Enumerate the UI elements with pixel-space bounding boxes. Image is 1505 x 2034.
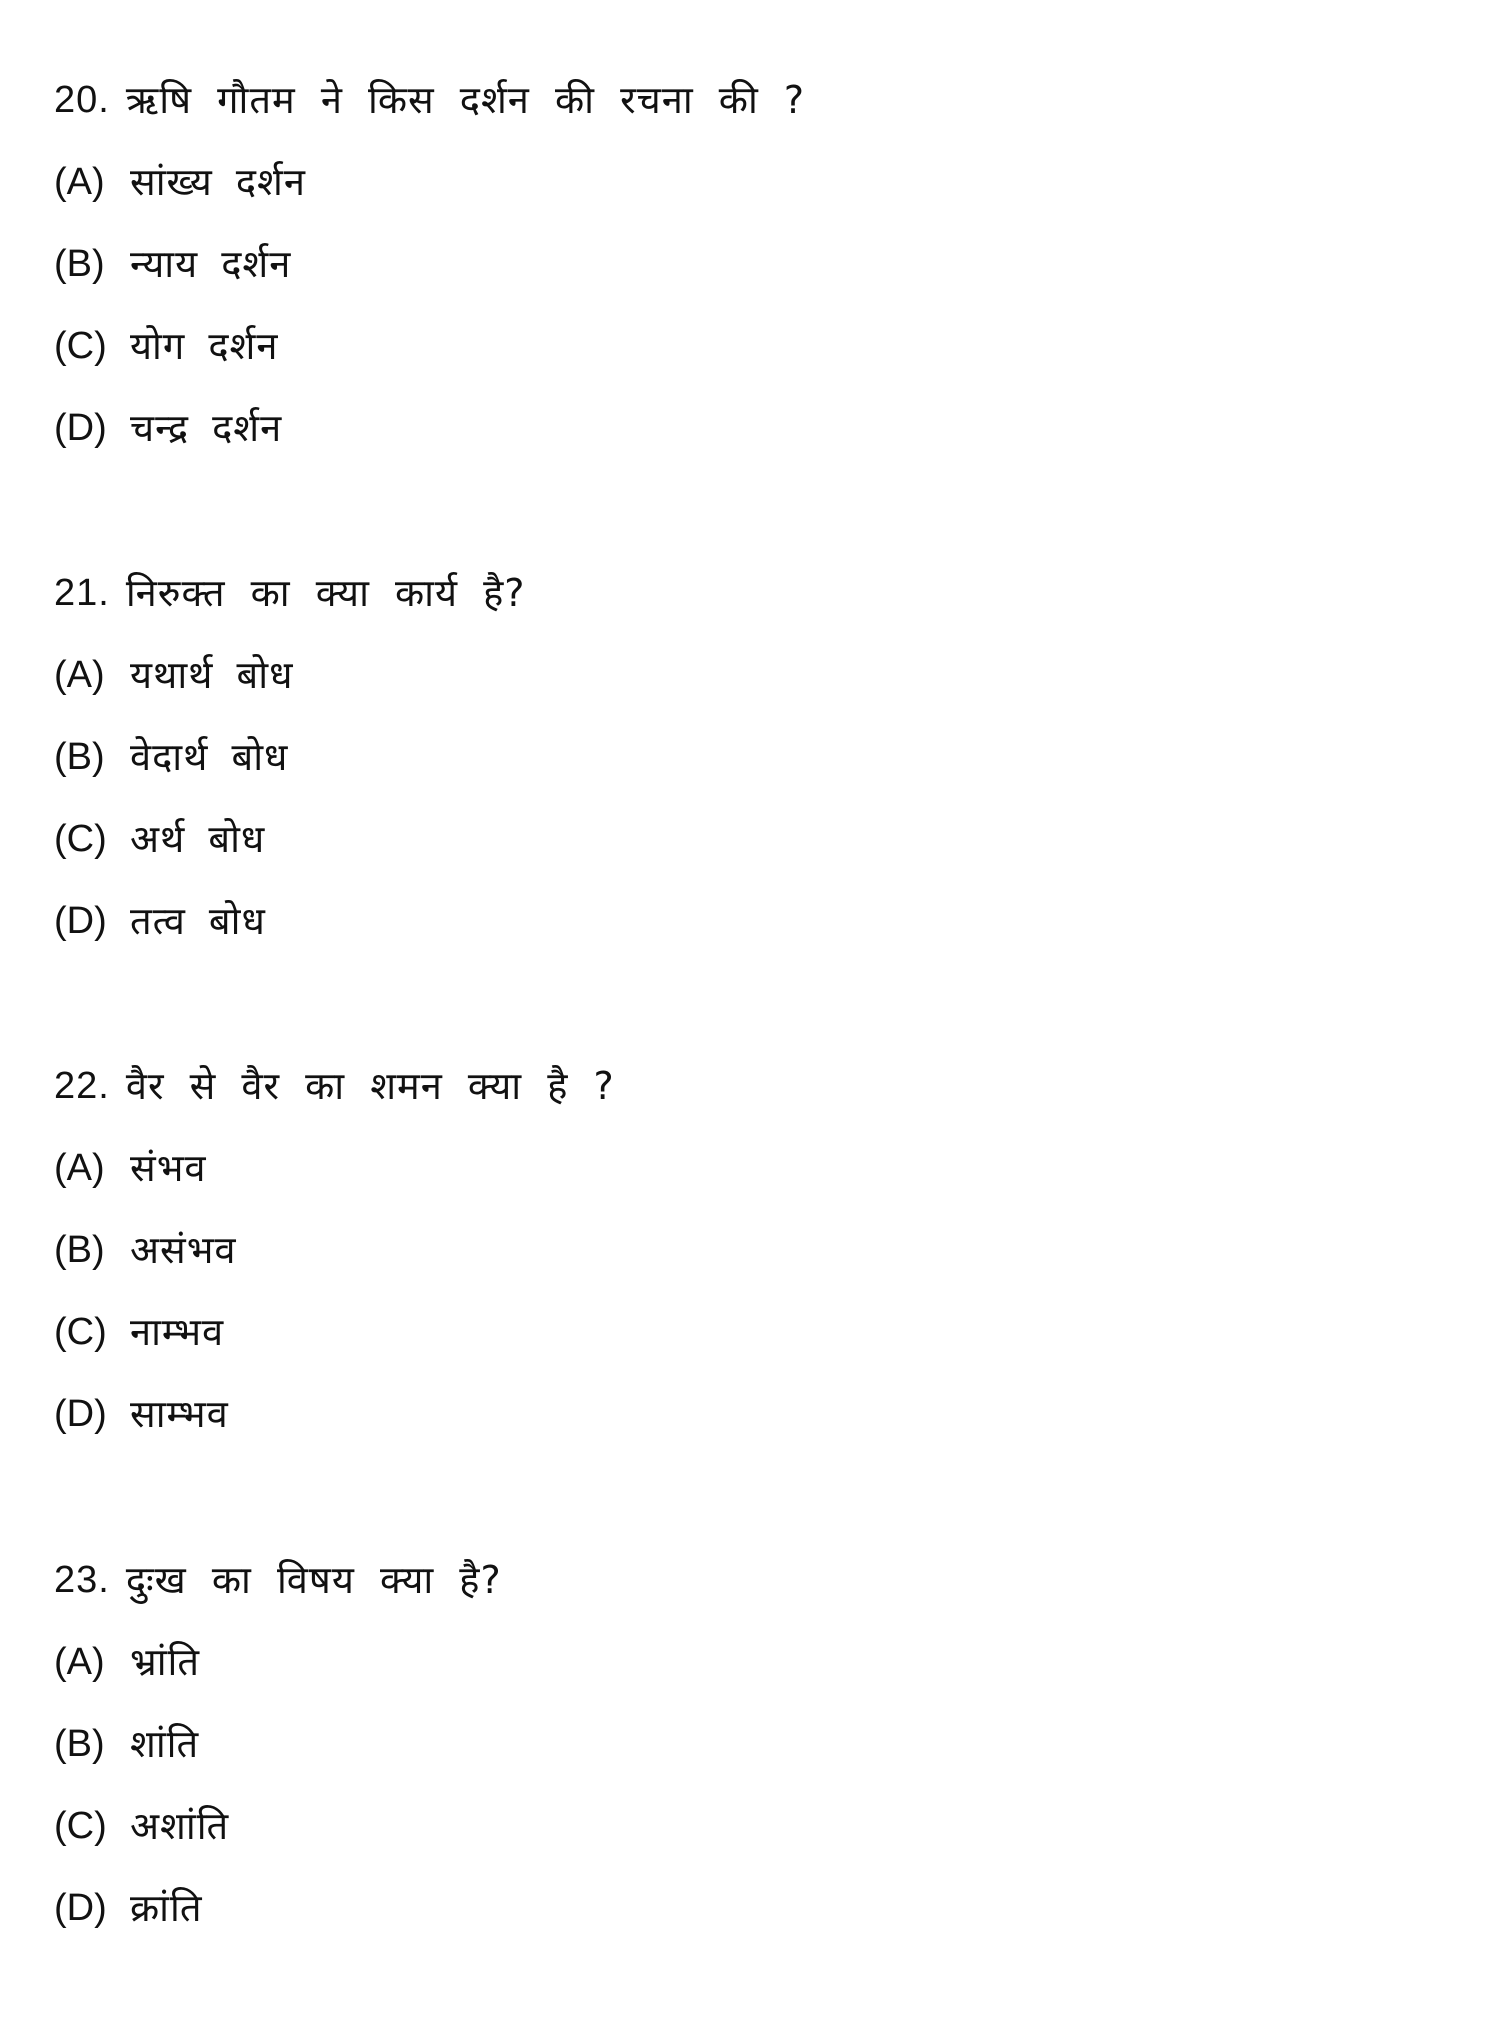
option-label: (C) [54, 1311, 107, 1353]
question-block [54, 72, 1454, 482]
option-a [54, 154, 1454, 236]
question-number: 21. [54, 572, 110, 614]
option-d [54, 1880, 1454, 1962]
option-text: सांख्य दर्शन [130, 160, 306, 204]
option-label: (A) [54, 1641, 105, 1683]
option-c [54, 811, 1454, 893]
option-text: वेदार्थ बोध [130, 735, 289, 779]
question-line [54, 1058, 1454, 1140]
question-number: 20. [54, 79, 110, 121]
option-a [54, 1634, 1454, 1716]
option-b [54, 1716, 1454, 1798]
question-line [54, 565, 1454, 647]
question-text: वैर से वैर का शमन क्या है ? [125, 1064, 615, 1108]
question-line [54, 72, 1454, 154]
option-d [54, 893, 1454, 975]
option-label: (D) [54, 1887, 107, 1929]
option-a [54, 647, 1454, 729]
option-b [54, 1222, 1454, 1304]
option-label: (A) [54, 654, 105, 696]
option-d [54, 400, 1454, 482]
question-line [54, 1552, 1454, 1634]
question-block [54, 1552, 1454, 1962]
question-number: 22. [54, 1065, 110, 1107]
option-text: चन्द्र दर्शन [130, 406, 283, 450]
question-block [54, 1058, 1454, 1468]
option-text: अशांति [130, 1804, 230, 1848]
option-text: यथार्थ बोध [130, 653, 294, 697]
question-text: ऋषि गौतम ने किस दर्शन की रचना की ? [125, 78, 806, 122]
option-label: (C) [54, 1805, 107, 1847]
question-text: दुःख का विषय क्या है? [125, 1558, 502, 1602]
option-label: (B) [54, 1723, 105, 1765]
option-text: न्याय दर्शन [130, 242, 292, 286]
option-text: तत्व बोध [130, 899, 266, 943]
option-c [54, 318, 1454, 400]
option-label: (C) [54, 325, 107, 367]
option-text: नाम्भव [130, 1310, 225, 1354]
option-label: (C) [54, 818, 107, 860]
option-label: (D) [54, 1393, 107, 1435]
option-b [54, 729, 1454, 811]
option-b [54, 236, 1454, 318]
question-number: 23. [54, 1559, 110, 1601]
option-c [54, 1798, 1454, 1880]
option-c [54, 1304, 1454, 1386]
option-text: असंभव [130, 1228, 237, 1272]
option-a [54, 1140, 1454, 1222]
option-text: शांति [130, 1722, 200, 1766]
question-block [54, 565, 1454, 975]
option-label: (B) [54, 736, 105, 778]
option-text: अर्थ बोध [130, 817, 266, 861]
option-label: (A) [54, 161, 105, 203]
option-text: योग दर्शन [130, 324, 279, 368]
option-text: साम्भव [130, 1392, 229, 1436]
option-label: (B) [54, 1229, 105, 1271]
option-label: (D) [54, 900, 107, 942]
option-d [54, 1386, 1454, 1468]
option-label: (A) [54, 1147, 105, 1189]
option-text: भ्रांति [130, 1640, 201, 1684]
option-text: संभव [130, 1146, 207, 1190]
option-label: (D) [54, 407, 107, 449]
option-label: (B) [54, 243, 105, 285]
option-text: क्रांति [130, 1886, 203, 1930]
question-text: निरुक्त का क्या कार्य है? [125, 571, 526, 615]
